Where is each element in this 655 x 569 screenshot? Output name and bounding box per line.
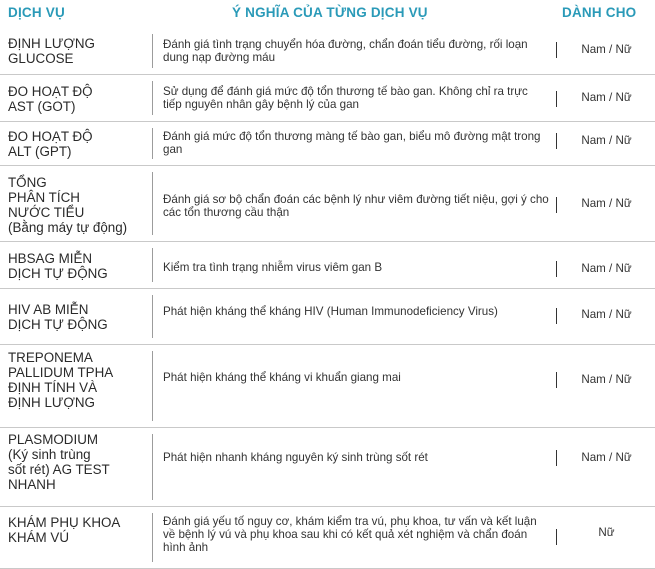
description-cell: [152, 513, 557, 562]
service-description: Sử dụng để đánh giá mức độ tổn thương tế bào gan. Không chỉ ra trực tiếp nguyên nhân gây bệnh lý của gan: [163, 85, 528, 111]
table-row: [0, 289, 655, 345]
service-description: Đánh giá yếu tố nguy cơ, khám kiểm tra vú, phụ khoa, tư vấn và kết luận về bệnh lý vú và phụ khoa sau khi có kết quả xét nghiệm và chẩn đoán hình ảnh: [163, 515, 537, 554]
column-divider: [556, 372, 557, 388]
header-for: DÀNH CHO: [562, 5, 637, 20]
description-cell: [152, 248, 557, 282]
table-header: [0, 0, 655, 28]
service-name: PLASMODIUM (Ký sinh trùng sốt rét) AG TEST NHANH: [8, 432, 110, 492]
service-description: Phát hiện nhanh kháng nguyên ký sinh trùng sốt rét: [163, 451, 428, 464]
target-gender: Nam / Nữ: [581, 451, 632, 464]
service-name: ĐO HOẠT ĐỘ AST (GOT): [8, 84, 93, 114]
service-description: Đánh giá sơ bộ chẩn đoán các bệnh lý như viêm đường tiết niệu, gợi ý cho các tổn thương cầu thận: [163, 193, 549, 219]
target-gender: Nam / Nữ: [581, 308, 632, 321]
description-cell: [152, 34, 557, 68]
column-divider: [556, 197, 557, 213]
header-service: DỊCH VỤ: [8, 5, 65, 20]
header-meaning: Ý NGHĨA CỦA TỪNG DỊCH VỤ: [232, 5, 428, 20]
column-divider: [556, 529, 557, 545]
description-cell: [152, 434, 557, 500]
target-gender: Nam / Nữ: [581, 262, 632, 275]
target-gender: Nam / Nữ: [581, 134, 632, 147]
description-cell: [152, 351, 557, 421]
service-name: TỔNG PHÂN TÍCH NƯỚC TIỂU (Bằng máy tự động): [8, 175, 128, 235]
column-divider: [556, 308, 557, 324]
target-gender: Nam / Nữ: [581, 43, 632, 56]
target-gender: Nam / Nữ: [581, 373, 632, 386]
column-divider: [556, 42, 557, 58]
service-name: HIV AB MIỄN DỊCH TỰ ĐỘNG: [8, 302, 108, 332]
column-divider: [556, 133, 557, 149]
service-name: ĐO HOẠT ĐỘ ALT (GPT): [8, 129, 93, 159]
table-row: [0, 122, 655, 166]
description-cell: [152, 172, 557, 235]
service-description: Phát hiện kháng thể kháng vi khuẩn giang mai: [163, 371, 401, 384]
service-name: ĐỊNH LƯỢNG GLUCOSE: [8, 36, 95, 66]
table-row: [0, 428, 655, 507]
description-cell: [152, 295, 557, 338]
service-name: KHÁM PHỤ KHOA KHÁM VÚ: [8, 515, 121, 545]
service-description: Kiểm tra tình trạng nhiễm virus viêm gan B: [163, 261, 383, 274]
service-name: TREPONEMA PALLIDUM TPHA ĐỊNH TÍNH VÀ ĐỊNH LƯỢNG: [8, 350, 114, 410]
table-row: [0, 75, 655, 122]
description-cell: [152, 81, 557, 115]
table-row: [0, 242, 655, 289]
table-row: [0, 345, 655, 428]
service-description: Đánh giá mức độ tổn thương màng tế bào gan, biểu mô đường mật trong gan: [163, 130, 541, 156]
table-row: [0, 166, 655, 242]
description-cell: [152, 128, 557, 159]
target-gender: Nam / Nữ: [581, 197, 632, 210]
target-gender: Nam / Nữ: [581, 91, 632, 104]
service-description: Đánh giá tình trạng chuyển hóa đường, chẩn đoán tiểu đường, rối loạn dung nạp đường máu: [163, 38, 528, 64]
service-description: Phát hiện kháng thể kháng HIV (Human Immunodeficiency Virus): [163, 305, 498, 318]
table-row: [0, 28, 655, 75]
column-divider: [556, 450, 557, 466]
table-row: [0, 507, 655, 569]
column-divider: [556, 91, 557, 107]
service-name: HBSAG MIỄN DỊCH TỰ ĐỘNG: [8, 251, 108, 281]
target-gender: Nữ: [598, 526, 615, 539]
column-divider: [556, 261, 557, 277]
